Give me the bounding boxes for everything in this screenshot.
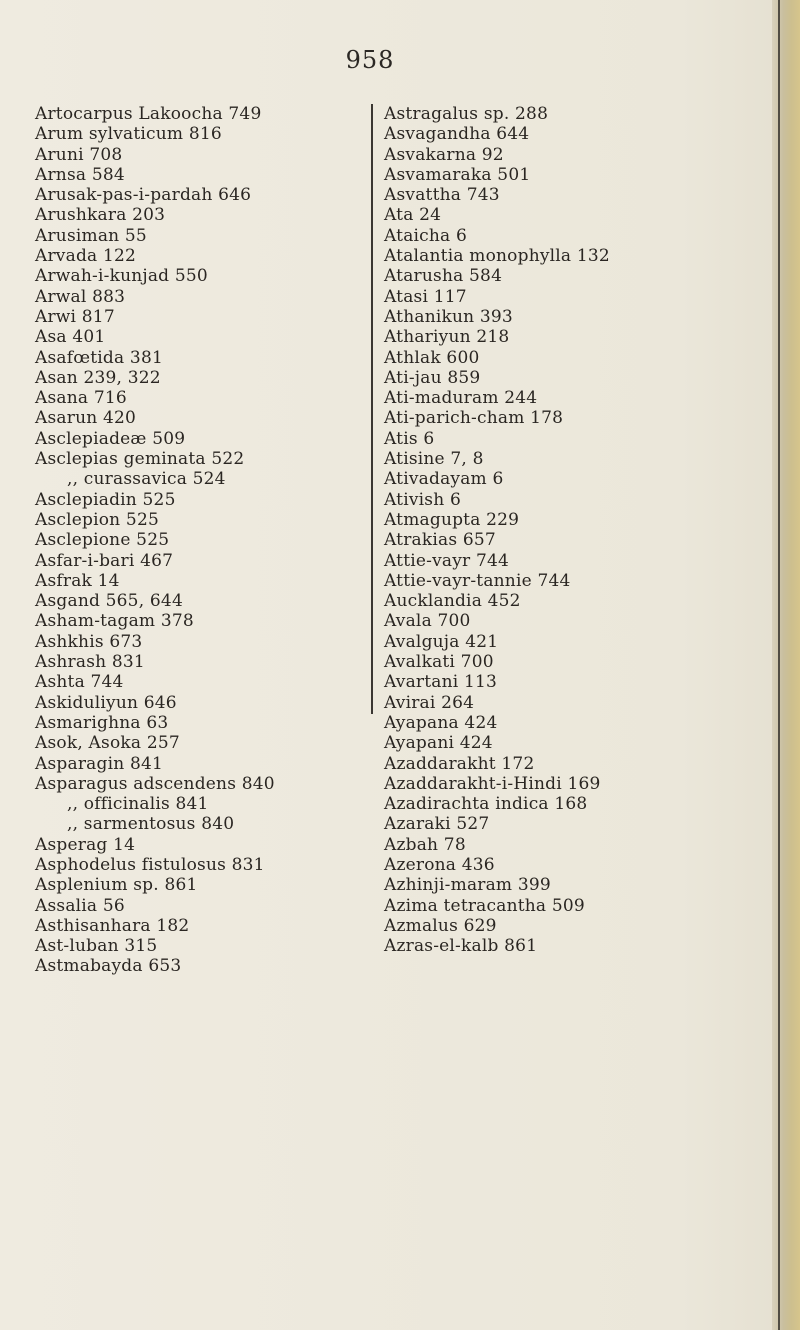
index-entry: Avalkati 700	[384, 652, 494, 673]
index-entry: Attie-vayr 744	[384, 550, 510, 571]
index-entry: Arusak-pas-i-pardah 646	[35, 185, 252, 206]
index-entry: Atis 6	[384, 428, 435, 449]
index-entry: Asvattha 743	[384, 185, 500, 206]
index-entry: Ashkhis 673	[35, 631, 143, 652]
index-entry: Azras-el-kalb 861	[384, 936, 538, 957]
index-entry: Asok, Asoka 257	[35, 733, 180, 754]
index-entry: Ashta 744	[35, 672, 124, 693]
index-entry: Arnsa 584	[35, 164, 125, 185]
index-entry: Athariyun 218	[384, 327, 510, 348]
index-entry: Ayapana 424	[384, 712, 498, 733]
index-entry: Atrakias 657	[384, 530, 496, 551]
index-entry: Azerona 436	[384, 854, 495, 875]
index-entry: Azhinji-maram 399	[384, 875, 551, 896]
index-entry: Asana 716	[35, 388, 127, 409]
index-entry: Aucklandia 452	[384, 591, 521, 612]
index-entry: Asafœtida 381	[35, 347, 163, 368]
index-entry: Atalantia monophylla 132	[384, 246, 610, 267]
index-entry: Asclepias geminata 522	[35, 449, 245, 470]
index-entry: Azaraki 527	[384, 814, 490, 835]
index-entry: Azmalus 629	[384, 915, 497, 936]
index-entry: Atisine 7, 8	[384, 449, 484, 470]
index-entry: Asclepione 525	[35, 530, 170, 551]
index-entry: Artocarpus Lakoocha 749	[35, 104, 262, 124]
index-entry: Asperag 14	[35, 834, 136, 855]
index-entry: Asmarighna 63	[35, 712, 169, 733]
index-entry: Arwi 817	[35, 306, 115, 327]
index-entry: Asfrak 14	[35, 570, 120, 591]
index-entry: Asarun 420	[35, 408, 137, 429]
index-entry: Arushkara 203	[35, 205, 166, 226]
index-entry: Ati-maduram 244	[384, 388, 538, 409]
index-entry: Asvagandha 644	[384, 124, 530, 145]
index-entry: Asphodelus fistulosus 831	[35, 854, 265, 875]
index-entry: ,, curassavica 524	[67, 469, 226, 490]
index-entry: Asvakarna 92	[384, 144, 504, 165]
index-entry: Astragalus sp. 288	[384, 104, 549, 124]
index-entry: Asvamaraka 501	[384, 164, 531, 185]
index-entry: Asfar-i-bari 467	[35, 550, 174, 571]
index-entry: Azbah 78	[384, 834, 466, 855]
binding-line	[778, 0, 780, 1330]
index-entry: Azaddarakht-i-Hindi 169	[384, 773, 601, 794]
index-entry: Ataicha 6	[384, 225, 468, 246]
index-entry: Asthisanhara 182	[35, 915, 190, 936]
index-entry: Arum sylvaticum 816	[35, 124, 222, 145]
index-entry: Asparagus adscendens 840	[35, 773, 275, 794]
index-entry: Asham-tagam 378	[35, 611, 194, 632]
index-entry: Atarusha 584	[384, 266, 503, 287]
index-entry: Atasi 117	[384, 286, 467, 307]
index-entry: Ata 24	[384, 205, 442, 226]
index-entry: Asclepiadeæ 509	[35, 428, 186, 449]
index-entry: Asplenium sp. 861	[35, 875, 198, 896]
index-entry: ,, officinalis 841	[67, 794, 209, 815]
index-entry: Athanikun 393	[384, 306, 513, 327]
index-entry: Azadirachta indica 168	[384, 794, 588, 815]
index-entry: Astmabayda 653	[35, 956, 182, 977]
index-entry: Ativadayam 6	[384, 469, 504, 490]
index-entry: Avala 700	[384, 611, 471, 632]
index-entry: Assalia 56	[35, 895, 125, 916]
index-entry: Ast-luban 315	[35, 936, 158, 957]
index-entry: Attie-vayr-tannie 744	[384, 570, 571, 591]
index-entry: Ayapani 424	[384, 733, 493, 754]
page-binding-edge	[772, 0, 800, 1330]
index-entry: Azima tetracantha 509	[384, 895, 585, 916]
index-entry: Ashrash 831	[35, 652, 145, 673]
index-entry: Ativish 6	[384, 489, 461, 510]
column-divider	[371, 104, 373, 714]
index-entry: Avartani 113	[384, 672, 498, 693]
index-entry: Athlak 600	[384, 347, 480, 368]
index-entry: Arvada 122	[35, 246, 137, 267]
page-number: 958	[345, 46, 395, 74]
index-entry: Atmagupta 229	[384, 509, 520, 530]
index-entry: Asclepiadin 525	[35, 489, 176, 510]
index-entry: Aruni 708	[35, 144, 123, 165]
index-entry: Ati-jau 859	[384, 367, 481, 388]
index-entry: Askiduliyun 646	[35, 692, 177, 713]
index-column-left	[35, 104, 360, 977]
index-entry: Asgand 565, 644	[35, 591, 183, 612]
index-entry: Asclepion 525	[35, 509, 159, 530]
index-entry: Azaddarakht 172	[384, 753, 535, 774]
index-entry: Arwal 883	[35, 286, 126, 307]
index-entry: Avalguja 421	[384, 631, 499, 652]
index-entry: Asan 239, 322	[35, 367, 161, 388]
index-entry: Arwah-i-kunjad 550	[35, 266, 208, 287]
index-entry: Ati-parich-cham 178	[384, 408, 564, 429]
index-entry: Asparagin 841	[35, 753, 163, 774]
index-entry: Avirai 264	[384, 692, 475, 713]
index-column-right	[384, 104, 744, 956]
index-entry: Asa 401	[35, 327, 106, 348]
index-entry: Arusiman 55	[35, 225, 147, 246]
index-entry: ,, sarmentosus 840	[67, 814, 235, 835]
